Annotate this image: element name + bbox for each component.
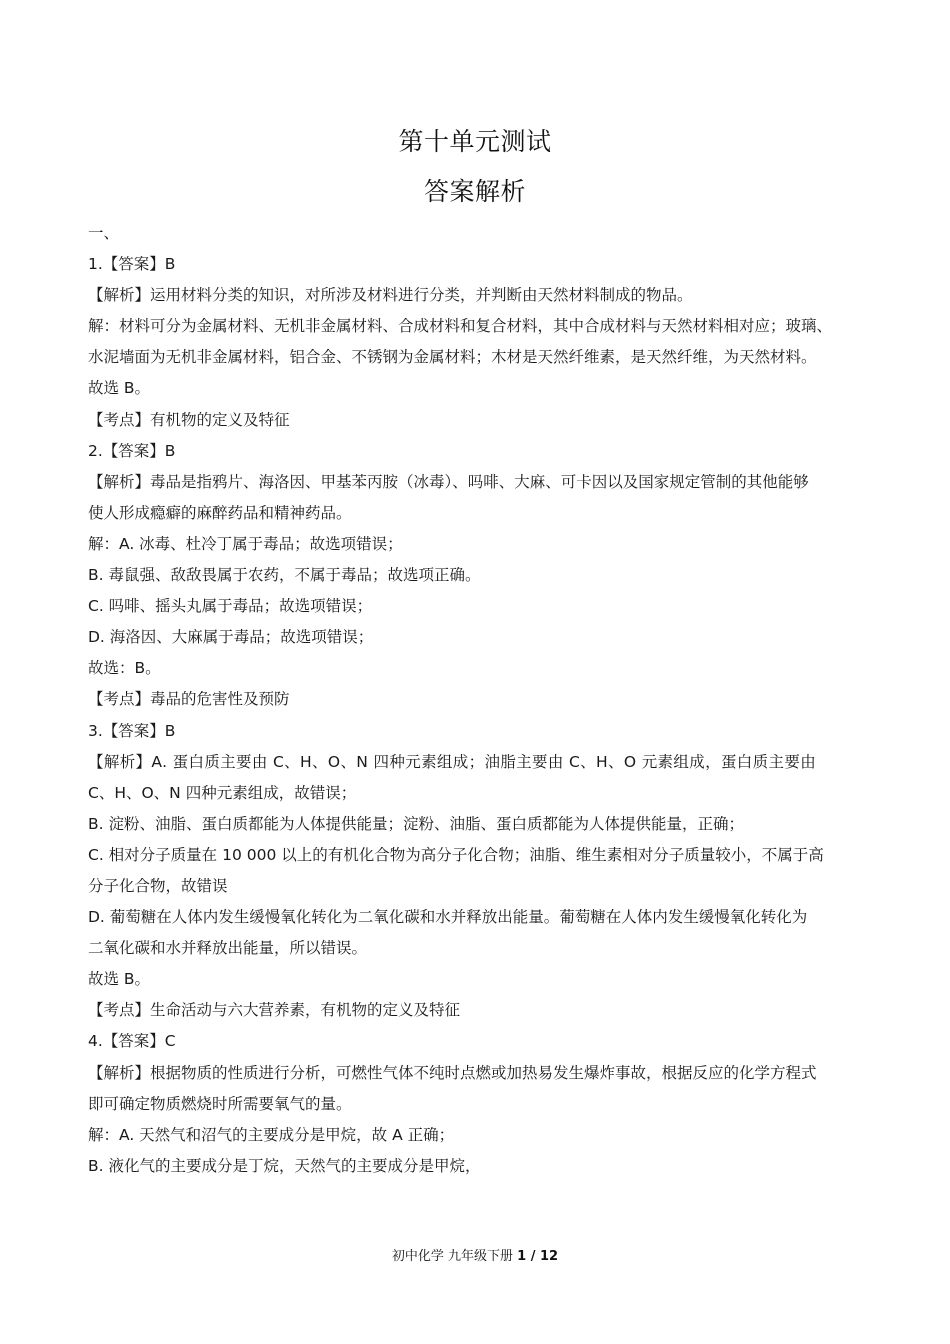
answer-line: 1.【答案】B: [88, 255, 176, 274]
analysis-line: 即可确定物质燃烧时所需要氧气的量。: [88, 1094, 352, 1113]
answer-content: [88, 218, 923, 1182]
solution-line: B. 液化气的主要成分是丁烷，天然气的主要成分是甲烷，: [88, 1156, 481, 1175]
analysis-line: 【解析】A. 蛋白质主要由 C、H、O、N 四种元素组成；油脂主要由 C、H、O 元素组成，蛋白质主要由: [88, 752, 817, 771]
page-subtitle: 答案解析: [423, 177, 526, 206]
answer-line: 4.【答案】C: [88, 1032, 176, 1051]
answer-line: 2.【答案】B: [88, 441, 176, 460]
solution-line: 解：材料可分为金属材料、无机非金属材料、合成材料和复合材料，其中合成材料与天然材料相对应；玻璃、: [88, 317, 833, 336]
footer-page-separator: /: [526, 1249, 541, 1264]
choice-line: 故选 B。: [88, 379, 151, 398]
analysis-line: 【解析】毒品是指鸦片、海洛因、甲基苯丙胺（冰毒）、吗啡、大麻、可卡因以及国家规定管制的其他能够: [88, 472, 809, 491]
page-footer: [0, 1245, 950, 1264]
analysis-line: 二氧化碳和水并释放出能量，所以错误。: [88, 939, 368, 958]
footer-page-total: 12: [540, 1249, 559, 1264]
solution-line: 解：A. 冰毒、杜冷丁属于毒品；故选项错误；: [88, 534, 403, 553]
solution-line: D. 海洛因、大麻属于毒品；故选项错误；: [88, 628, 374, 647]
topic-line: 【考点】毒品的危害性及预防: [88, 690, 290, 709]
analysis-line: 使人形成瘾癖的麻醉药品和精神药品。: [88, 503, 352, 522]
analysis-line: D. 葡萄糖在人体内发生缓慢氧化转化为二氧化碳和水并释放出能量。葡萄糖在人体内发生缓慢氧化转化为: [88, 908, 808, 927]
choice-line: 故选：B。: [88, 659, 161, 678]
solution-line: 解：A. 天然气和沼气的主要成分是甲烷，故 A 正确；: [88, 1125, 455, 1144]
solution-line: B. 毒鼠强、敌敌畏属于农药，不属于毒品；故选项正确。: [88, 566, 481, 585]
analysis-line: C、H、O、N 四种元素组成，故错误；: [88, 783, 357, 802]
section-heading: 一、: [88, 224, 120, 242]
footer-page-current: 1: [517, 1249, 527, 1264]
solution-line: 水泥墙面为无机非金属材料，铝合金、不锈钢为金属材料；木材是天然纤维素，是天然纤维，为天然材料。: [88, 348, 817, 367]
choice-line: 故选 B。: [88, 970, 151, 989]
page-title: 第十单元测试: [398, 127, 552, 156]
analysis-line: C. 相对分子质量在 10 000 以上的有机化合物为高分子化合物；油脂、维生素相对分子质量较小，不属于高: [88, 845, 824, 864]
analysis-line: B. 淀粉、油脂、蛋白质都能为人体提供能量；淀粉、油脂、蛋白质都能为人体提供能量，正确；: [88, 814, 744, 833]
analysis-line: 【解析】根据物质的性质进行分析，可燃性气体不纯时点燃或加热易发生爆炸事故，根据反应的化学方程式: [88, 1063, 817, 1082]
solution-line: C. 吗啡、摇头丸属于毒品；故选项错误；: [88, 597, 373, 616]
answer-line: 3.【答案】B: [88, 721, 176, 740]
topic-line: 【考点】有机物的定义及特征: [88, 410, 290, 429]
analysis-line: 分子化合物，故错误: [88, 876, 228, 895]
footer-book-title: 初中化学 九年级下册: [391, 1249, 514, 1264]
analysis-line: 【解析】运用材料分类的知识，对所涉及材料进行分类，并判断由天然材料制成的物品。: [88, 286, 693, 305]
topic-line: 【考点】生命活动与六大营养素，有机物的定义及特征: [88, 1001, 461, 1020]
